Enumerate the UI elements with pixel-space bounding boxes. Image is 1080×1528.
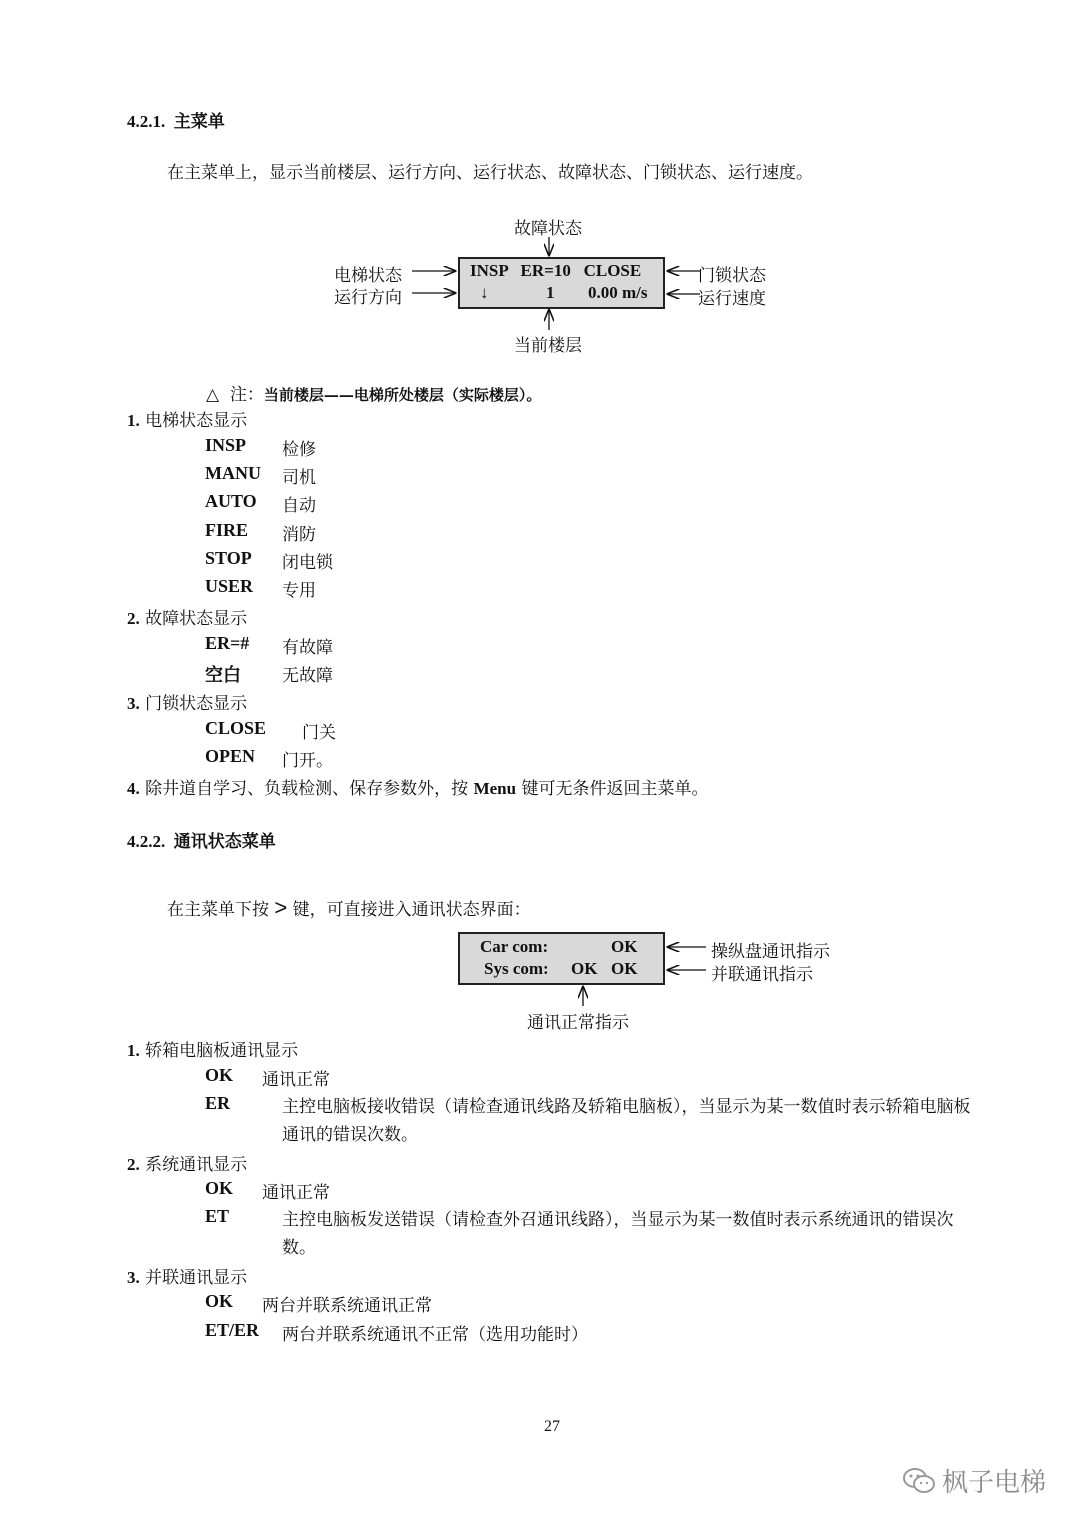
par-et-desc: 两台并联系统通讯不正常（选用功能时） [282,1325,588,1345]
label-door-status: 门锁状态 [698,266,766,286]
par-ok-desc: 两台并联系统通讯正常 [262,1296,432,1316]
lcd-row-1: INSP ER=10 CLOSE [470,261,642,280]
item-title: 并联通讯显示 [145,1268,248,1288]
lcd-display-main [458,257,665,309]
item-number: 1. [127,411,140,430]
section-heading-comm-menu [127,827,276,852]
elevator-state-desc: 闭电锁 [282,552,333,573]
door-code-close: CLOSE [205,718,267,738]
item-title: 轿箱电脑板通讯显示 [145,1041,299,1061]
comm-item1-heading [127,1036,298,1061]
intro-post: 键，可直接进入通讯状态界面： [292,900,531,920]
item4-pre: 除井道自学习、负载检测、保存参数外，按 [145,779,469,799]
elevator-state-desc: 消防 [282,524,316,545]
car-er-code: ER [205,1093,231,1113]
label-current-floor: 当前楼层 [514,336,582,356]
right-key-symbol: > [274,895,288,920]
lcd-speed: 0.00 m/s [588,283,648,302]
door-desc-close: 门关 [302,723,336,743]
comm-menu-intro [167,895,531,921]
heading-number: 4.2.1. [127,112,166,131]
item-number: 2. [127,1155,140,1174]
item-title: 故障状态显示 [145,609,248,629]
car-ok-code: OK [205,1065,234,1085]
item-number: 1. [127,1041,140,1060]
elevator-state-code: USER [205,576,254,596]
note-line [206,380,541,405]
item-number: 3. [127,694,140,713]
heading-text: 主菜单 [173,112,225,131]
item1-heading [127,406,247,431]
sys-et-code: ET [205,1206,230,1226]
elevator-state-code: FIRE [205,519,249,540]
intro-pre: 在主菜单下按 [167,900,269,920]
item2-heading [127,604,247,629]
lcd-sys-com-label: Sys com: [484,959,549,978]
lcd-direction-arrow: ↓ [480,283,489,302]
sys-ok-code: OK [205,1178,234,1198]
label-elevator-status: 电梯状态 [334,266,402,286]
item3-heading [127,689,247,714]
par-ok-code: OK [205,1291,234,1311]
item4-post: 键可无条件返回主菜单。 [521,779,709,799]
door-code-open: OPEN [205,746,256,766]
note-text: 当前楼层——电梯所处楼层（实际楼层）。 [263,386,542,404]
menu-key: Menu [473,779,517,798]
page-number: 27 [544,1418,560,1435]
car-ok-desc: 通讯正常 [262,1070,330,1090]
label-run-direction: 运行方向 [334,288,402,308]
item-title: 门锁状态显示 [145,694,248,714]
lcd-car-com-value: OK [611,937,638,956]
chat-bubble-icon [902,1466,936,1496]
sys-et-desc: 主控电脑板发送错误（请检查外召通讯线路），当显示为某一数值时表示系统通讯的错误次数。 [282,1210,954,1258]
elevator-state-code: INSP [205,435,247,455]
elevator-state-desc: 专用 [282,581,316,601]
note-prefix: △ 注： [206,385,264,405]
heading-text: 通讯状态菜单 [173,832,276,851]
label-run-speed: 运行速度 [698,289,766,309]
main-menu-intro: 在主菜单上，显示当前楼层、运行方向、运行状态、故障状态、门锁状态、运行速度。 [167,163,813,183]
item-title: 系统通讯显示 [145,1155,248,1175]
fault-state-code: 空白 [205,665,241,685]
lcd-sys-com-value-1: OK [571,959,598,978]
lcd-floor: 1 [546,283,555,302]
comm-item2-heading [127,1150,247,1175]
lcd-car-com-label: Car com: [480,937,549,956]
elevator-state-code: STOP [205,547,252,568]
par-et-code: ET/ER [205,1320,260,1340]
lcd-display-comm [458,932,665,985]
car-er-desc: 主控电脑板接收错误（请检查通讯线路及轿箱电脑板），当显示为某一数值时表示轿箱电脑板通讯的错误次数。 [282,1097,971,1145]
elevator-state-desc: 检修 [282,440,316,460]
lcd-sys-com-value-2: OK [611,959,638,978]
label-panel-comm: 操纵盘通讯指示 [711,942,830,962]
sys-ok-desc: 通讯正常 [262,1183,330,1203]
elevator-state-code: AUTO [205,491,257,512]
fault-state-code: ER=# [205,633,250,653]
item-number: 2. [127,609,140,628]
item-number: 3. [127,1268,140,1287]
watermark-text: 枫子电梯 [942,1468,1047,1498]
door-desc-open: 门开。 [282,751,333,771]
label-parallel-comm: 并联通讯指示 [711,965,813,985]
elevator-state-desc: 自动 [282,496,316,517]
label-comm-ok: 通讯正常指示 [527,1013,629,1033]
heading-number: 4.2.2. [127,832,166,851]
elevator-state-desc: 司机 [282,468,316,489]
label-fault-status: 故障状态 [514,219,582,239]
elevator-state-code: MANU [205,463,261,484]
watermark [902,1462,1046,1499]
fault-state-desc: 无故障 [282,666,333,686]
fault-state-desc: 有故障 [282,638,333,658]
comm-item3-heading [127,1263,247,1288]
item-title: 电梯状态显示 [145,411,248,431]
item4-line [127,774,708,799]
item-number: 4. [127,779,140,798]
